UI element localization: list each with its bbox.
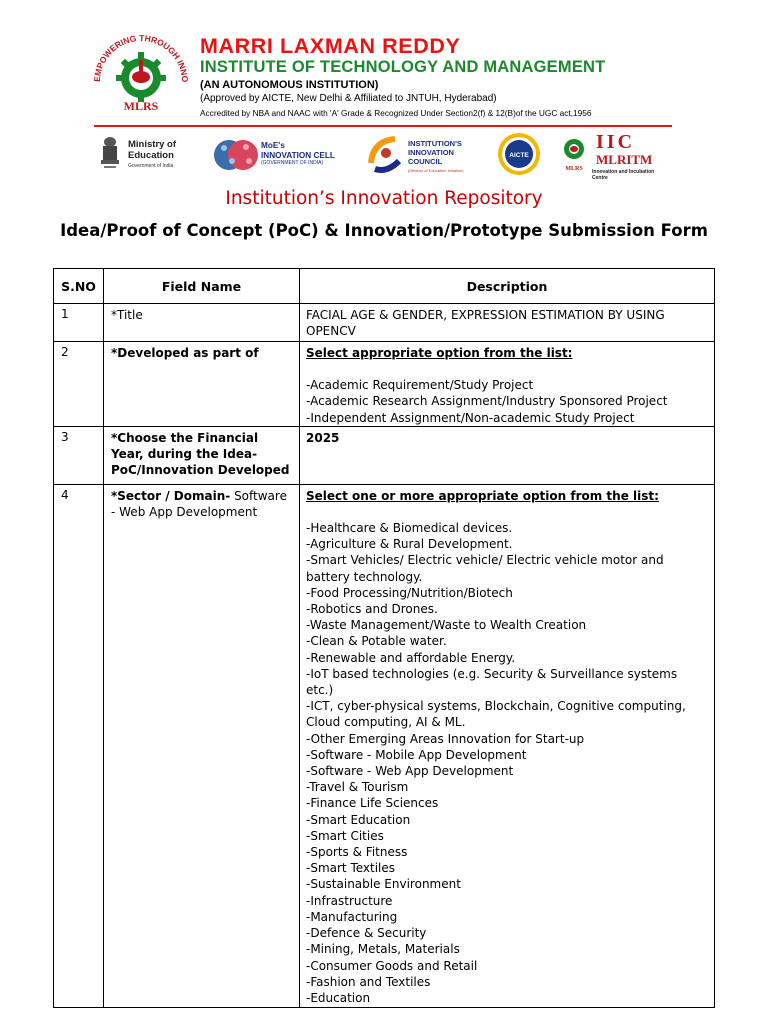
option-item[interactable]: -Consumer Goods and Retail xyxy=(306,958,478,973)
option-item[interactable]: -Smart Cities xyxy=(306,828,384,843)
option-item[interactable]: -Healthcare & Biomedical devices. xyxy=(306,521,513,536)
iic-line1: INSTITUTION'S xyxy=(408,139,462,148)
accreditation-text: Accredited by NBA and NAAC with 'A' Grade & Recognized Under Section2(f) & 12(B)of the UGC act,1956 xyxy=(200,108,592,118)
option-item[interactable]: -Fashion and Textiles xyxy=(306,974,431,989)
option-item[interactable]: -Other Emerging Areas Innovation for Start-up xyxy=(306,731,585,746)
mlrs-logo xyxy=(86,30,198,116)
sector-selected: Software - Web App Development xyxy=(111,488,287,520)
icell-line2: INNOVATION CELL xyxy=(261,151,335,160)
option-item[interactable]: -Sustainable Environment xyxy=(306,877,461,892)
moe-sub: Government of India xyxy=(128,163,174,169)
col-field-header: Field Name xyxy=(104,269,300,304)
innovation-cell-logo xyxy=(205,131,355,179)
option-item[interactable]: -IoT based technologies (e.g. Security & Surveillance systems etc.) xyxy=(306,666,678,698)
row-sno: 2 xyxy=(54,342,104,427)
option-item[interactable]: -Clean & Potable water. xyxy=(306,634,447,649)
option-item[interactable]: -Education xyxy=(306,990,371,1005)
logo-ring-text: EMPOWERING THROUGH INNO xyxy=(91,32,191,83)
aicte-logo xyxy=(496,131,542,179)
col-description-header: Description xyxy=(300,269,715,304)
option-item[interactable]: -Smart Vehicles/ Electric vehicle/ Electric vehicle motor and battery technology. xyxy=(306,553,664,584)
sector-domain-value[interactable] xyxy=(300,484,715,1007)
option-item[interactable]: -Sports & Fitness xyxy=(306,845,408,860)
moe-line1: Ministry of xyxy=(128,139,177,150)
icell-line1: MoE's xyxy=(261,141,285,150)
option-item[interactable]: -ICT, cyber-physical systems, Blockchain, Cognitive computing, Cloud computing, AI & ML. xyxy=(306,699,686,730)
row-field: *Choose the Financial Year, during the Idea-PoC/Innovation Developed xyxy=(104,426,300,484)
institute-name: MARRI LAXMAN REDDY xyxy=(200,34,461,58)
option-item[interactable]: -Smart Textiles xyxy=(306,861,396,876)
option-item[interactable]: -Manufacturing xyxy=(306,909,398,924)
mlritm-text: MLRITM xyxy=(596,152,653,167)
option-item[interactable]: -Agriculture & Rural Development. xyxy=(306,537,513,552)
row-field: *Title xyxy=(104,304,300,342)
option-item[interactable]: -Waste Management/Waste to Wealth Creation xyxy=(306,618,587,633)
option-item[interactable]: -Travel & Tourism xyxy=(306,780,409,795)
option-item[interactable]: -Academic Requirement/Study Project xyxy=(306,378,534,393)
table-header-row xyxy=(54,269,715,304)
iic-logo xyxy=(365,131,485,179)
option-item[interactable]: -Academic Research Assignment/Industry Sponsored Project xyxy=(306,394,668,409)
row-sno: 3 xyxy=(54,426,104,484)
option-item[interactable]: -Independent Assignment/Non-academic Study Project xyxy=(306,410,635,425)
row-field: *Developed as part of xyxy=(104,342,300,427)
option-item[interactable]: -Food Processing/Nutrition/Biotech xyxy=(306,585,513,600)
table-row xyxy=(54,484,715,1007)
approval-text: (Approved by AICTE, New Delhi & Affiliated to JNTUH, Hyderabad) xyxy=(200,93,497,104)
incubation-centre-text: Innovation and Incubation Centre xyxy=(592,169,655,181)
iic-sub: (Ministry of Education Initiative) xyxy=(408,168,464,173)
header-divider xyxy=(94,125,672,127)
iic-big-text: IIC xyxy=(596,131,636,153)
iic-line3: COUNCIL xyxy=(408,157,443,166)
option-item[interactable]: -Smart Education xyxy=(306,812,411,827)
form-title: Idea/Proof of Concept (PoC) & Innovation/Prototype Submission Form xyxy=(60,221,708,240)
autonomous-label: (AN AUTONOMOUS INSTITUTION) xyxy=(200,79,379,91)
submission-table xyxy=(53,268,715,1008)
iic-mlritm-logo xyxy=(556,131,668,179)
option-item[interactable]: -Finance Life Sciences xyxy=(306,796,439,811)
option-item[interactable]: -Mining, Metals, Materials xyxy=(306,942,460,957)
sector-label: *Sector / Domain- xyxy=(111,488,231,503)
option-prompt: Select one or more appropriate option from the list: xyxy=(306,488,659,503)
institute-header xyxy=(200,34,680,106)
iic-swirl-icon xyxy=(365,133,407,177)
table-row xyxy=(54,304,715,342)
option-item[interactable]: -Robotics and Drones. xyxy=(306,602,438,617)
row-sno: 1 xyxy=(54,304,104,342)
brain-icon xyxy=(213,133,259,177)
option-item[interactable]: -Software - Web App Development xyxy=(306,764,514,779)
option-item[interactable]: -Software - Mobile App Development xyxy=(306,747,527,762)
option-prompt: Select appropriate option from the list: xyxy=(306,346,573,360)
row-sno: 4 xyxy=(54,484,104,1007)
logo-text: MLRS xyxy=(123,99,159,113)
emblem-icon xyxy=(98,135,122,173)
ministry-of-education-logo xyxy=(98,131,198,179)
institute-subtitle: INSTITUTE OF TECHNOLOGY AND MANAGEMENT xyxy=(200,58,606,76)
icell-sub: (GOVERNMENT OF INDIA) xyxy=(261,160,324,166)
repository-title: Institution’s Innovation Repository xyxy=(225,188,543,209)
table-row xyxy=(54,426,715,484)
col-sno-header: S.NO xyxy=(54,269,104,304)
table-row xyxy=(54,342,715,427)
financial-year-value[interactable]: 2025 xyxy=(300,426,715,484)
mlrs-small-logo-icon xyxy=(556,133,592,173)
row-field xyxy=(104,484,300,1007)
option-item[interactable]: -Infrastructure xyxy=(306,893,393,908)
developed-as-part-of-value[interactable] xyxy=(300,342,715,427)
title-value[interactable]: FACIAL AGE & GENDER, EXPRESSION ESTIMATION BY USING OPENCV xyxy=(300,304,715,342)
mlritm-logo-text: MLRS xyxy=(565,166,583,172)
option-item[interactable]: -Renewable and affordable Energy. xyxy=(306,650,516,665)
option-item[interactable]: -Defence & Security xyxy=(306,926,427,941)
moe-line2: Education xyxy=(128,150,174,161)
iic-line2: INNOVATION xyxy=(408,148,454,157)
aicte-text: AICTE xyxy=(509,152,529,159)
